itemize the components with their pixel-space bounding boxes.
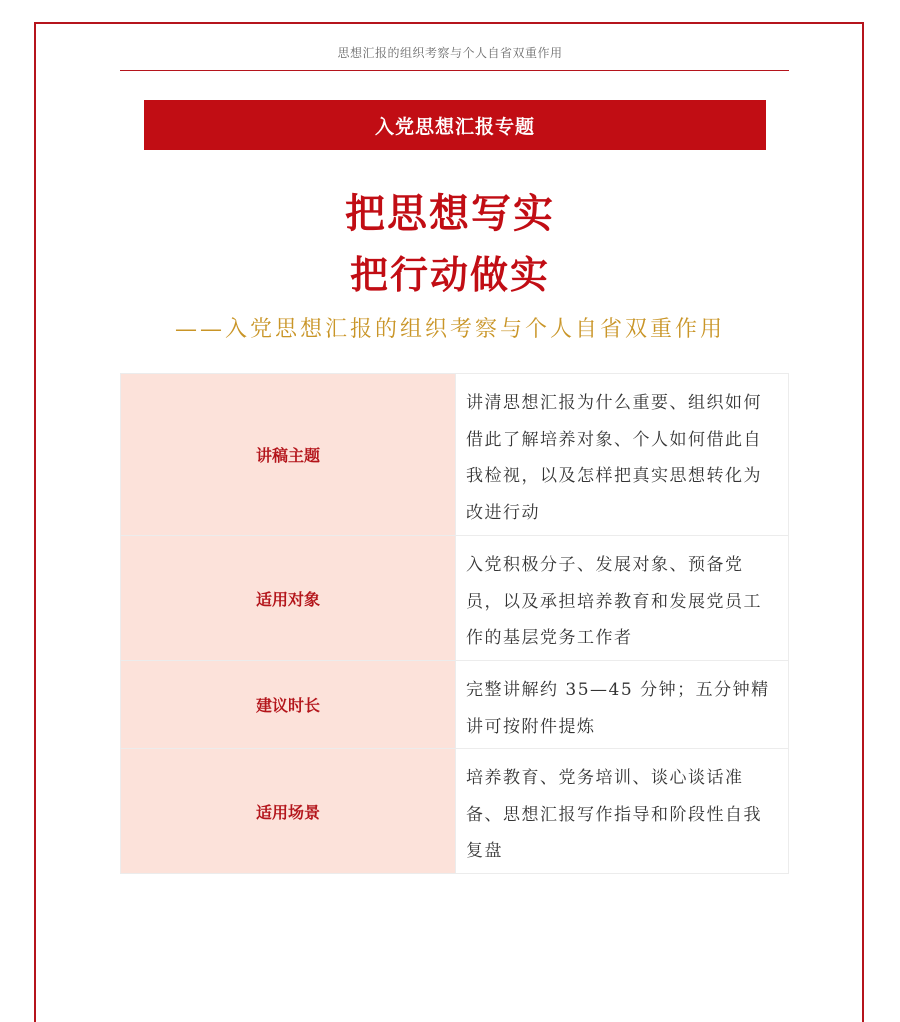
row-value [456, 374, 789, 536]
row-value-text: 培养教育、党务培训、谈心谈话准备、思想汇报写作指导和阶段性自我复盘 [466, 768, 762, 861]
main-title-line-1: 把思想写实 [345, 191, 555, 237]
row-key: 讲稿主题 [121, 374, 456, 536]
row-value-text: 完整讲解约 35—45 分钟；五分钟精讲可按附件提炼 [466, 680, 770, 737]
row-value-text: 讲清思想汇报为什么重要、组织如何借此了解培养对象、个人如何借此自我检视，以及怎样把真实思想转化为改进行动 [466, 393, 762, 523]
subtitle: ——入党思想汇报的组织考察与个人自省双重作用 [174, 317, 725, 342]
info-table [120, 373, 789, 874]
row-value [456, 661, 789, 749]
header-divider [120, 70, 789, 71]
table-row [121, 749, 789, 874]
row-key: 建议时长 [121, 661, 456, 749]
row-key: 适用对象 [121, 536, 456, 661]
topic-banner: 入党思想汇报专题 [144, 100, 766, 150]
table-row [121, 661, 789, 749]
row-value-text: 入党积极分子、发展对象、预备党员，以及承担培养教育和发展党员工作的基层党务工作者 [466, 555, 762, 648]
table-row [121, 374, 789, 536]
running-header: 思想汇报的组织考察与个人自省双重作用 [337, 46, 563, 60]
row-value [456, 536, 789, 661]
table-row [121, 536, 789, 661]
row-key: 适用场景 [121, 749, 456, 874]
row-value [456, 749, 789, 874]
main-title-line-2: 把行动做实 [349, 253, 550, 297]
